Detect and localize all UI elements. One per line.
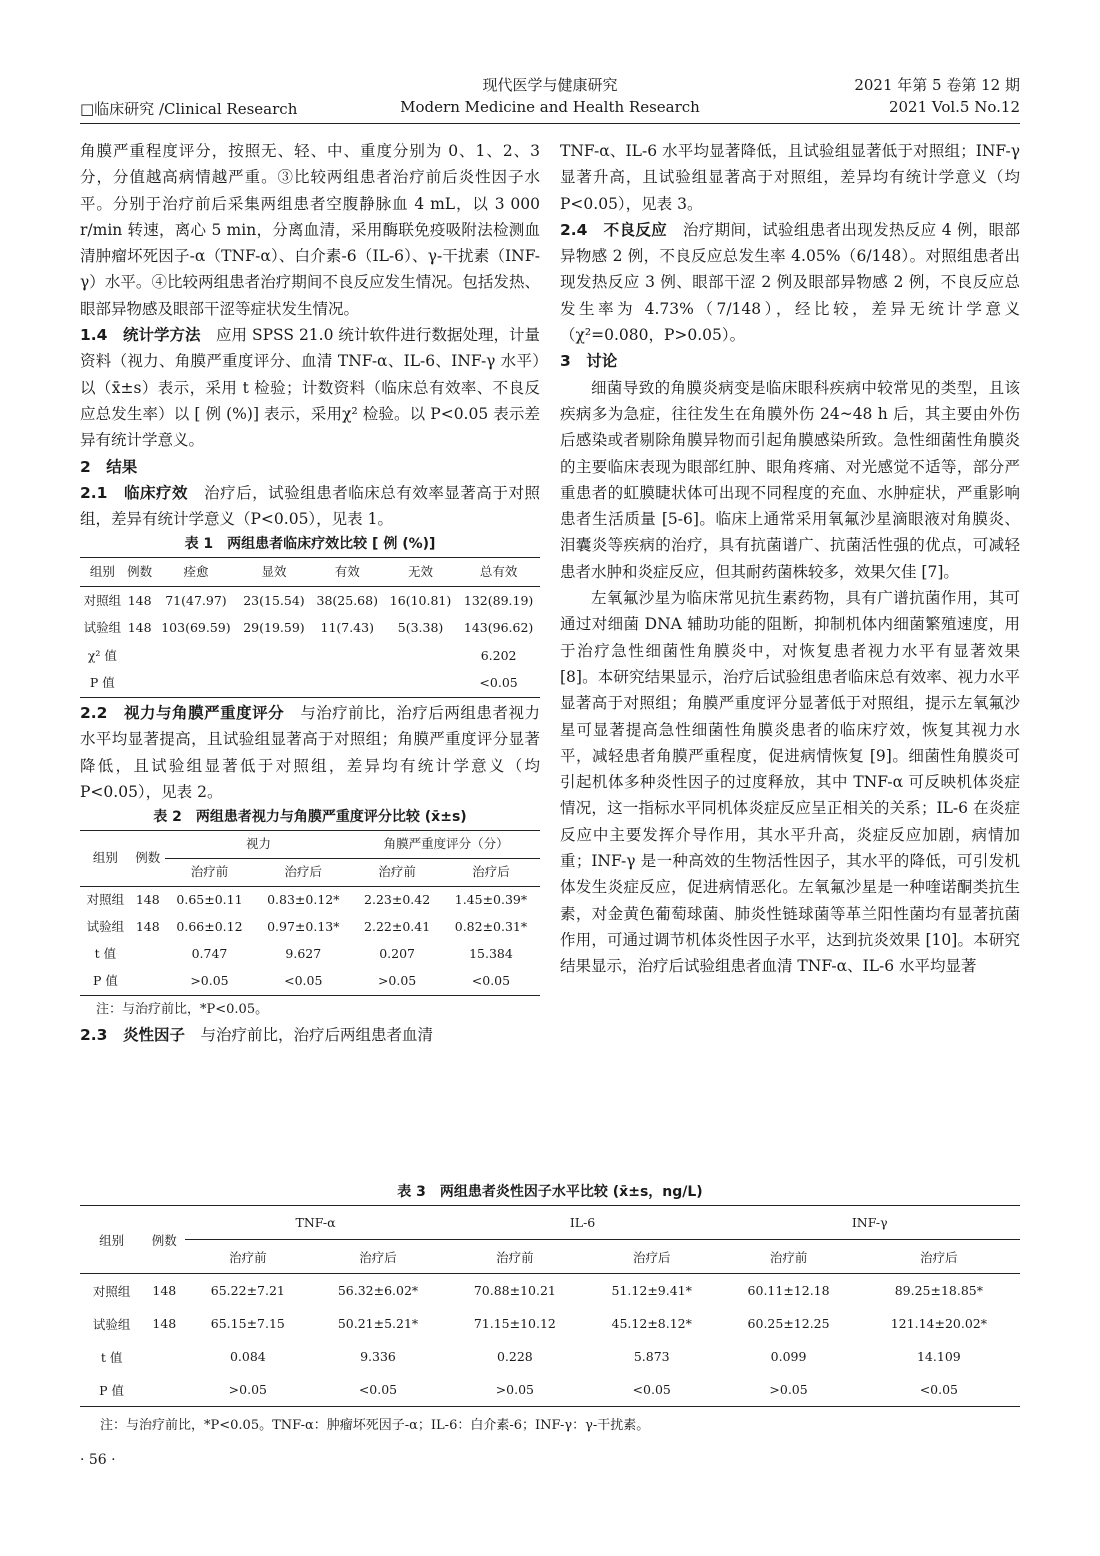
table-cell: 56.32±6.02* bbox=[337, 1283, 419, 1298]
section-1-4 bbox=[80, 322, 540, 453]
table-cell: 50.21±5.21* bbox=[337, 1316, 419, 1331]
table-row bbox=[80, 1274, 1020, 1308]
table3-header-row bbox=[80, 1206, 1020, 1240]
table2-header-vision: 视力 bbox=[165, 831, 353, 859]
table-row bbox=[80, 914, 540, 941]
section-2-4-title: 2.4 不良反应 bbox=[560, 220, 668, 239]
section-label: □临床研究 /Clinical Research bbox=[80, 100, 298, 118]
table-cell: 5.873 bbox=[633, 1349, 670, 1364]
table-cell: 0.099 bbox=[770, 1349, 807, 1364]
section-2-2-title: 2.2 视力与角膜严重度评分 bbox=[80, 703, 285, 722]
table-cell: <0.05 bbox=[358, 1382, 398, 1397]
table-cell bbox=[155, 642, 238, 670]
table1-header-cell: 无效 bbox=[408, 564, 434, 580]
table-cell: 71(47.97) bbox=[165, 592, 227, 608]
section-2-4 bbox=[560, 217, 1020, 348]
table-row bbox=[80, 669, 540, 697]
table-cell: 0.228 bbox=[496, 1349, 533, 1364]
table-cell: >0.05 bbox=[190, 973, 229, 989]
table-cell: 148 bbox=[135, 892, 160, 908]
table3-header-after: 治疗后 bbox=[920, 1249, 958, 1265]
table2-header-before: 治疗前 bbox=[378, 864, 416, 880]
issue-en: 2021 Vol.5 No.12 bbox=[888, 98, 1020, 116]
table2 bbox=[80, 830, 540, 996]
table-row bbox=[80, 586, 540, 614]
table1-header-cell: 有效 bbox=[334, 564, 360, 580]
left-column bbox=[80, 138, 540, 1048]
table-cell: >0.05 bbox=[495, 1382, 534, 1397]
section-2-2-text: 与治疗前比，治疗后两组患者视力水平均显著提高，且试验组显著高于对照组；角膜严重度评分显著降低，且试验组显著低于对照组，差异均有统计学意义（均 P<0.05），见表 2。 bbox=[80, 703, 540, 801]
table-cell: 6.202 bbox=[480, 647, 517, 663]
table3-subheader-row bbox=[80, 1240, 1020, 1274]
table3 bbox=[80, 1205, 1020, 1407]
table-cell bbox=[384, 669, 457, 697]
table-cell: 试验组 bbox=[83, 620, 122, 636]
table-row bbox=[80, 642, 540, 670]
table1-header-cell: 痊愈 bbox=[183, 564, 209, 580]
discussion-paragraph-1: 细菌导致的角膜炎病变是临床眼科疾病中较常见的类型，且该疾病多为急症，往往发生在角膜外伤 24~48 h 后，其主要由外伤后感染或者剔除角膜异物而引起角膜感染所致。急性细菌性角膜炎的主要临床表现为眼部红肿、眼角疼痛、对光感觉不适等，部分严重患者的虹膜睫状体可出现不同程度的充血、水肿症状，严重影响患者生活质量 [5-6]。临床上通常采用氧氟沙星滴眼液对角膜炎、泪囊炎等疾病的治疗，具有抗菌谱广、抗菌活性强的优点，可减轻患者水肿和炎症反应，但其耐药菌株较多，效果欠佳 [7]。 bbox=[560, 378, 1020, 581]
table-cell: <0.05 bbox=[471, 973, 511, 989]
table-cell: 9.627 bbox=[285, 946, 322, 962]
table-cell: >0.05 bbox=[769, 1382, 808, 1397]
table-cell: 71.15±10.12 bbox=[473, 1316, 556, 1331]
table-cell: 5(3.38) bbox=[397, 620, 444, 636]
table-cell: 132(89.19) bbox=[463, 592, 534, 608]
table3-header-before: 治疗前 bbox=[496, 1249, 534, 1265]
table-row bbox=[80, 1307, 1020, 1340]
table-cell: 对照组 bbox=[83, 592, 122, 608]
table3-caption: 表 3 两组患者炎性因子水平比较 (x̄±s，ng/L) bbox=[397, 1184, 703, 1200]
table-cell: 11(7.43) bbox=[320, 620, 374, 636]
table-cell: 143(96.62) bbox=[463, 620, 534, 636]
journal-title-cn: 现代医学与健康研究 bbox=[482, 76, 618, 94]
table2-header-n: 例数 bbox=[131, 831, 165, 887]
section-2-4-text: 治疗期间，试验组患者出现发热反应 4 例，眼部异物感 2 例，不良反应总发生率 4.05%（6/148）。对照组患者出现发热反应 3 例、眼部干涩 2 例及眼部异物感 2 例，不良反应总发生率为 4.73%（7/148），经比较，差异无统计学意义（χ²=0.080，P>0.05）。 bbox=[560, 220, 1020, 345]
table-cell bbox=[155, 669, 238, 697]
table-cell: 0.65±0.11 bbox=[176, 892, 243, 908]
table-cell: 121.14±20.02* bbox=[890, 1316, 987, 1331]
table-cell: <0.05 bbox=[632, 1382, 671, 1397]
table-cell: 51.12±9.41* bbox=[611, 1283, 692, 1298]
table-cell: <0.05 bbox=[284, 973, 323, 989]
table-cell: P 值 bbox=[89, 675, 115, 691]
table-cell: 2.22±0.41 bbox=[364, 919, 431, 935]
table-cell: 15.384 bbox=[469, 946, 513, 962]
table-cell: 0.747 bbox=[191, 946, 228, 962]
section-1-4-title: 1.4 统计学方法 bbox=[80, 326, 201, 345]
table-cell: 1.45±0.39* bbox=[454, 892, 528, 908]
table2-header-after: 治疗后 bbox=[284, 864, 323, 880]
table-cell bbox=[131, 941, 165, 968]
table2-header-after: 治疗后 bbox=[472, 864, 510, 880]
table2-header-cornea: 角膜严重度评分（分） bbox=[352, 831, 540, 859]
table-cell bbox=[143, 1340, 185, 1373]
table3-header-il6: IL-6 bbox=[446, 1206, 720, 1240]
table-cell bbox=[237, 642, 310, 670]
table-cell: 对照组 bbox=[86, 892, 125, 908]
table-cell bbox=[131, 968, 165, 996]
table-row bbox=[80, 614, 540, 642]
table3-header-group: 组别 bbox=[80, 1206, 143, 1274]
section-2-title: 2 结果 bbox=[80, 457, 138, 476]
section-3-title: 3 讨论 bbox=[560, 352, 618, 371]
header-rule bbox=[80, 123, 1020, 124]
table-cell: 70.88±10.21 bbox=[473, 1283, 556, 1298]
table-cell: 29(19.59) bbox=[243, 620, 305, 636]
table2-header-before: 治疗前 bbox=[190, 864, 229, 880]
table-cell: 0.83±0.12* bbox=[267, 892, 340, 908]
table-cell: 2.23±0.42 bbox=[364, 892, 431, 908]
table-cell: 0.82±0.31* bbox=[454, 919, 528, 935]
table3-block bbox=[80, 1180, 1020, 1407]
table-cell: 148 bbox=[152, 1283, 177, 1298]
table-cell: 148 bbox=[135, 919, 160, 935]
table1-caption: 表 1 两组患者临床疗效比较 [ 例 (%)] bbox=[184, 536, 436, 553]
issue-info bbox=[854, 74, 1020, 118]
table-cell: 0.207 bbox=[379, 946, 415, 962]
table-cell: 23(15.54) bbox=[243, 592, 305, 608]
page-header bbox=[80, 66, 1020, 124]
table-cell: 试验组 bbox=[92, 1316, 131, 1332]
table2-caption: 表 2 两组患者视力与角膜严重度评分比较 (x̄±s) bbox=[153, 809, 467, 826]
table-row bbox=[80, 887, 540, 915]
discussion-paragraph-2: 左氧氟沙星为临床常见抗生素药物，具有广谱抗菌作用，其可通过对细菌 DNA 辅助功能的阻断，抑制机体内细菌繁殖速度，用于治疗急性细菌性角膜炎中，对恢复患者视力水平有显著效果 [8]。本研究结果显示，治疗后试验组患者临床总有效率、视力水平显著高于对照组；角膜严重度评分显著低于对照组，提示左氧氟沙星可显著提高急性细菌性角膜炎患者的临床疗效，恢复其视力水平，减轻患者角膜严重程度，促进病情恢复 [9]。细菌性角膜炎可引起机体多种炎性因子的过度释放，其中 TNF-α 可反映机体炎症情况，这一指标水平同机体炎症反应呈正相关的关系；IL-6 在炎症反应中主要发挥介导作用，其水平升高，炎症反应加剧，病情加重；INF-γ 是一种高效的生物活性因子，其水平的降低，可引发机体发生炎症反应，促进病情恶化。左氧氟沙星是一种喹诺酮类抗生素，对金黄色葡萄球菌、肺炎性链球菌等革兰阳性菌均有显著抗菌作用，可通过调节机体炎性因子水平，达到抗炎效果 [10]。本研究结果显示，治疗后试验组患者血清 TNF-α、IL-6 水平均显著 bbox=[560, 589, 1020, 976]
table-cell bbox=[125, 642, 155, 670]
table1-header-cell: 组别 bbox=[89, 564, 115, 580]
table3-header-n: 例数 bbox=[143, 1206, 185, 1274]
table3-header-inf: INF-γ bbox=[719, 1206, 1020, 1240]
table-cell: <0.05 bbox=[919, 1382, 959, 1397]
table-cell: >0.05 bbox=[377, 973, 417, 989]
table-cell: χ² 值 bbox=[87, 647, 117, 663]
right-column bbox=[560, 138, 1020, 980]
table-cell: P 值 bbox=[99, 1382, 125, 1398]
table3-note: 注：与治疗前比，*P<0.05。TNF-α：肿瘤坏死因子-α；IL-6：白介素-6；INF-γ：γ-干扰素。 bbox=[100, 1418, 650, 1433]
table-cell: 38(25.68) bbox=[316, 592, 378, 608]
table-cell: 89.25±18.85* bbox=[894, 1283, 983, 1298]
journal-title-en: Modern Medicine and Health Research bbox=[400, 98, 700, 116]
table-cell bbox=[237, 669, 310, 697]
table-cell: 65.22±7.21 bbox=[210, 1283, 285, 1298]
table-row bbox=[80, 1373, 1020, 1407]
table-cell: 60.25±12.25 bbox=[747, 1316, 830, 1331]
table-cell: 148 bbox=[127, 620, 152, 636]
table-cell: 9.336 bbox=[360, 1349, 396, 1364]
issue-cn: 2021 年第 5 卷第 12 期 bbox=[854, 76, 1020, 94]
section-2-2 bbox=[80, 700, 540, 805]
table1-header-cell: 总有效 bbox=[479, 564, 518, 580]
table3-header-tnf: TNF-α bbox=[185, 1206, 445, 1240]
table2-header-group: 组别 bbox=[80, 831, 131, 887]
table-cell: 试验组 bbox=[86, 919, 125, 935]
table3-header-before: 治疗前 bbox=[769, 1249, 808, 1265]
table-cell: 0.97±0.13* bbox=[267, 919, 340, 935]
table-cell: 0.66±0.12 bbox=[176, 919, 243, 935]
table3-header-after: 治疗后 bbox=[632, 1249, 671, 1265]
table2-header-row bbox=[80, 831, 540, 859]
page-number: · 56 · bbox=[80, 1452, 116, 1468]
table-row bbox=[80, 968, 540, 996]
section-2-1-title: 2.1 临床疗效 bbox=[80, 483, 189, 502]
table3-header-before: 治疗前 bbox=[229, 1249, 267, 1265]
table-cell: 103(69.59) bbox=[161, 620, 231, 636]
section-1-4-text: 应用 SPSS 21.0 统计软件进行数据处理，计量资料（视力、角膜严重度评分、血清 TNF-α、IL-6、INF-γ 水平）以（x̄±s）表示，采用 t 检验；计数资料（临床总有效率、不良反应总发生率）以 [ 例 (%)] 表示，采用χ² 检验。以 P<0.05 表示差异有统计学意义。 bbox=[80, 326, 540, 450]
table-cell bbox=[143, 1373, 185, 1407]
table2-note: 注：与治疗前比，*P<0.05。 bbox=[96, 1002, 269, 1018]
table-cell bbox=[311, 669, 384, 697]
table1-header-cell: 例数 bbox=[127, 564, 153, 580]
table-row bbox=[80, 1340, 1020, 1373]
table-cell: 148 bbox=[127, 592, 152, 608]
section-2-3-title: 2.3 炎性因子 bbox=[80, 1026, 185, 1045]
section-2-1-text: 治疗后，试验组患者临床总有效率显著高于对照组，差异有统计学意义（P<0.05），见表 1。 bbox=[80, 483, 540, 529]
table-cell: 45.12±8.12* bbox=[611, 1316, 692, 1331]
table-cell: 16(10.81) bbox=[389, 592, 452, 608]
table-cell: P 值 bbox=[92, 973, 118, 989]
table-cell: <0.05 bbox=[479, 675, 518, 691]
results-continued: TNF-α、IL-6 水平均显著降低，且试验组显著低于对照组；INF-γ 显著升高，且试验组显著高于对照组，差异均有统计学意义（均 P<0.05），见表 3。 bbox=[560, 142, 1020, 213]
table-cell: t 值 bbox=[94, 946, 117, 962]
section-2-3 bbox=[80, 1022, 540, 1048]
table-cell bbox=[311, 642, 384, 670]
table1 bbox=[80, 557, 540, 698]
table-cell: 对照组 bbox=[92, 1283, 131, 1299]
table-cell: 65.15±7.15 bbox=[210, 1316, 285, 1331]
section-2-1 bbox=[80, 480, 540, 533]
table3-header-after: 治疗后 bbox=[359, 1249, 397, 1265]
table-cell: 60.11±12.18 bbox=[747, 1283, 830, 1298]
table-cell: >0.05 bbox=[228, 1382, 267, 1397]
section-2-3-text: 与治疗前比，治疗后两组患者血清 bbox=[184, 1026, 433, 1045]
table-cell: t 值 bbox=[100, 1349, 123, 1365]
table1-header-row bbox=[80, 558, 540, 587]
table-cell bbox=[384, 642, 457, 670]
methods-paragraph: 角膜严重程度评分，按照无、轻、中、重度分别为 0、1、2、3 分，分值越高病情越严重。③比较两组患者治疗前后炎性因子水平。分别于治疗前后采集两组患者空腹静脉血 4 mL，以 3 000 r/min 转速，离心 5 min，分离血清，采用酶联免疫吸附法检测血清肿瘤坏死因子-α（TNF-α）、白介素-6（IL-6）、γ-干扰素（INF-γ）水平。④比较两组患者治疗期间不良反应发生情况。包括发热、眼部异物感及眼部干涩等症状发生情况。 bbox=[80, 142, 540, 318]
table-row bbox=[80, 941, 540, 968]
table-cell: 148 bbox=[152, 1316, 177, 1331]
table-cell: 0.084 bbox=[229, 1349, 266, 1364]
table-cell bbox=[125, 669, 155, 697]
table1-header-cell: 显效 bbox=[261, 564, 287, 580]
table-cell: 14.109 bbox=[916, 1349, 961, 1364]
